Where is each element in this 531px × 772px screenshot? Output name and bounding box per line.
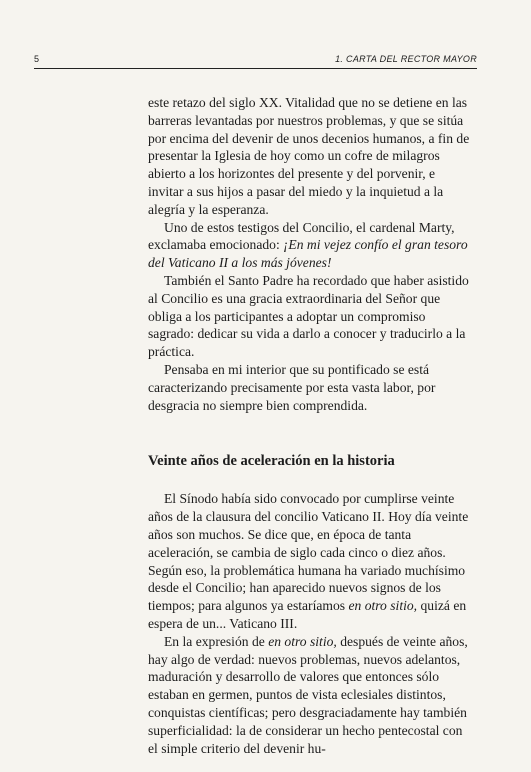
paragraph: También el Santo Padre ha recordado que haber asistido al Concilio es una gracia extraordinaria del Señor que obliga a los participantes a adoptar un compromiso sagrado: dedicar su vida a darlo a conocer y traducirlo a la práctica. [148,272,469,360]
page-number: 5 [34,54,40,64]
section-title: 1. CARTA DEL RECTOR MAYOR [335,54,477,64]
page-body [148,94,473,757]
paragraph: El Sínodo había sido convocado por cumplirse veinte años de la clausura del concilio Vaticano II. Hoy día veinte años son muchos. Se dice que, en época de tanta aceleración, se cambia de siglo cada cinco o diez años. Según eso, la problemática humana ha variado muchísimo desde el Concilio; han aparecido nuevos signos de los tiempos; para algunos ya estaríamos en otro sitio, quizá en espera de un... Vaticano III. [148,491,469,631]
section-heading: Veinte años de aceleración en la historia [148,453,395,470]
running-header [34,52,477,69]
paragraph: este retazo del siglo XX. Vitalidad que no se detiene en las barreras levantadas por nuestros problemas, y que se sitúa por encima del devenir de unos decenios humanos, a fin de presentar la Iglesia de hoy como un cofre de milagros abierto a los horizontes del presente y del porvenir, e invitar a sus hijos a pasar del miedo y la inquietud a la alegría y la esperanza. [148,95,470,217]
paragraph: Pensaba en mi interior que su pontificado se está caracterizando precisamente por esta vasta labor, por desgracia no siempre bien comprendida. [148,361,436,413]
paragraph: Uno de estos testigos del Concilio, el cardenal Marty, exclamaba emocionado: ¡En mi vejez confío el gran tesoro del Vaticano II a los más jóvenes! [148,219,468,271]
paragraph: En la expresión de en otro sitio, después de veinte años, hay algo de verdad: nuevos problemas, nuevos adelantos, maduración y desarrollo de valores que entonces sólo estaban en germen, puntos de vista eclesiales distintos, conquistas científicas; pero desgraciadamente hay también superficialidad: la de considerar un hecho pentecostal con el simple criterio del devenir hu- [148,633,468,756]
